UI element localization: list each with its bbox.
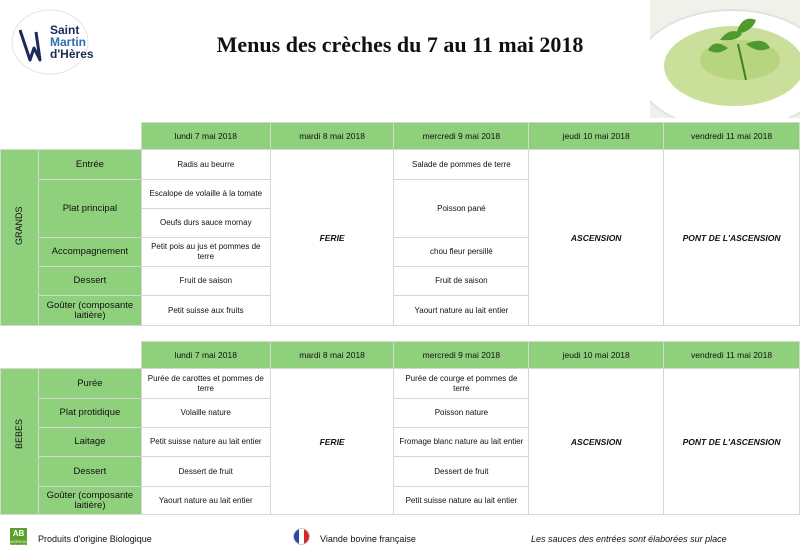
section-label-bebes: BEBES (1, 369, 39, 515)
row-label: Dessert (38, 457, 141, 487)
day-header: vendredi 11 mai 2018 (664, 123, 800, 150)
menu-cell: Escalope de volaille à la tomate (141, 180, 270, 209)
menu-cell: Petit suisse nature au lait entier (394, 487, 529, 515)
day-header: mercredi 9 mai 2018 (394, 342, 529, 369)
logo-line2: Martin (50, 35, 86, 49)
ascension-cell: ASCENSION (529, 150, 664, 326)
day-header: jeudi 10 mai 2018 (529, 123, 664, 150)
menu-cell: chou fleur persillé (394, 238, 529, 267)
french-flag-icon (293, 528, 310, 545)
menu-cell: Yaourt nature au lait entier (141, 487, 270, 515)
menu-table-grands (0, 122, 800, 326)
day-header: mardi 8 mai 2018 (270, 123, 394, 150)
day-header: lundi 7 mai 2018 (141, 123, 270, 150)
table-header-row (1, 342, 800, 369)
menu-cell: Radis au beurre (141, 150, 270, 180)
menu-cell: Yaourt nature au lait entier (394, 296, 529, 326)
logo-line3: d'Hères (50, 47, 94, 61)
row-label: Plat principal (38, 180, 141, 238)
row-label: Laitage (38, 428, 141, 457)
section-label-grands: GRANDS (1, 150, 39, 326)
day-header: lundi 7 mai 2018 (141, 342, 270, 369)
pont-ascension-cell: PONT DE L'ASCENSION (664, 369, 800, 515)
soup-bowl-icon (650, 0, 800, 118)
row-label: Accompagnement (38, 238, 141, 267)
menu-cell: Petit suisse nature au lait entier (141, 428, 270, 457)
menu-cell: Volaille nature (141, 399, 270, 428)
menu-cell: Salade de pommes de terre (394, 150, 529, 180)
menu-cell: Poisson pané (394, 180, 529, 238)
footer (0, 527, 800, 547)
menu-cell: Oeufs durs sauce mornay (141, 209, 270, 238)
logo-line1: Saint (50, 23, 80, 37)
ferie-cell: FERIE (270, 369, 394, 515)
soup-photo (650, 0, 800, 118)
day-header: mercredi 9 mai 2018 (394, 123, 529, 150)
menu-cell: Purée de courge et pommes de terre (394, 369, 529, 399)
footer-bio-text: Produits d'origine Biologique (38, 534, 152, 544)
row-label: Purée (38, 369, 141, 399)
row-label: Plat protidique (38, 399, 141, 428)
ferie-cell: FERIE (270, 150, 394, 326)
menu-cell: Purée de carottes et pommes de terre (141, 369, 270, 399)
menu-cell: Fruit de saison (141, 267, 270, 296)
menu-cell: Fromage blanc nature au lait entier (394, 428, 529, 457)
menu-cell: Dessert de fruit (394, 457, 529, 487)
menu-cell: Dessert de fruit (141, 457, 270, 487)
table-row (1, 369, 800, 399)
menu-cell: Petit pois au jus et pommes de terre (141, 238, 270, 267)
page-title: Menus des crèches du 7 au 11 mai 2018 (216, 32, 584, 57)
menu-cell: Petit suisse aux fruits (141, 296, 270, 326)
day-header: jeudi 10 mai 2018 (529, 342, 664, 369)
row-label: Dessert (38, 267, 141, 296)
ab-logo-icon: AB AGRICULTURE BIOLOGIQUE (10, 529, 39, 548)
day-header: vendredi 11 mai 2018 (664, 342, 800, 369)
row-label: Entrée (38, 150, 141, 180)
table-row (1, 150, 800, 180)
footer-note-text: Les sauces des entrées sont élaborées sur place (531, 534, 727, 544)
menu-cell: Poisson nature (394, 399, 529, 428)
menu-table-bebes (0, 341, 800, 515)
menu-cell: Fruit de saison (394, 267, 529, 296)
pont-ascension-cell: PONT DE L'ASCENSION (664, 150, 800, 326)
footer-bovine-text: Viande bovine française (320, 534, 416, 544)
table-header-row (1, 123, 800, 150)
row-label: Goûter (composante laitière) (38, 296, 141, 326)
day-header: mardi 8 mai 2018 (270, 342, 394, 369)
row-label: Goûter (composante laitière) (38, 487, 141, 515)
ascension-cell: ASCENSION (529, 369, 664, 515)
